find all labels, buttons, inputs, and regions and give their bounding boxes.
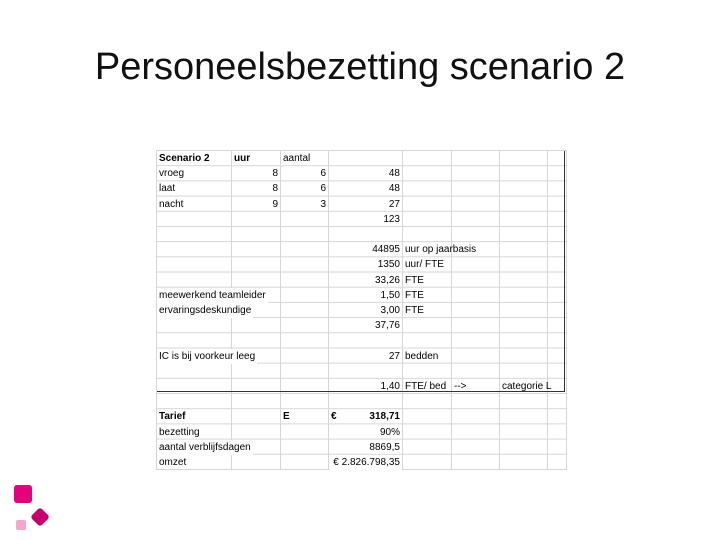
- table-row: [157, 166, 566, 181]
- ic-value: 27: [388, 350, 400, 362]
- table-row: [157, 257, 566, 272]
- fte-calc-unit: FTE: [405, 274, 424, 286]
- shift-uur: 8: [272, 168, 278, 180]
- scenario-label: Scenario 2: [159, 153, 210, 164]
- aantal-header: aantal: [283, 153, 311, 164]
- ratio-category: categorie L: [502, 381, 552, 392]
- omzet-label: omzet: [159, 457, 187, 468]
- table-row: [157, 273, 566, 288]
- ic-label: IC is bij voorkeur leeg: [159, 350, 256, 362]
- table-row: [157, 409, 566, 424]
- uur-header: uur: [234, 153, 251, 164]
- hours-year-unit: uur op jaarbasis: [405, 244, 477, 256]
- logo-square-small: [16, 520, 26, 530]
- table-row: [157, 212, 566, 227]
- tarief-value: 318,71: [369, 411, 400, 423]
- pink-squares-logo: [10, 482, 54, 534]
- shift-aantal: 3: [320, 198, 326, 210]
- deskundige-unit: FTE: [405, 305, 424, 316]
- shift-name: vroeg: [159, 168, 185, 180]
- shift-aantal: 6: [320, 183, 326, 195]
- shift-total: 27: [388, 198, 400, 210]
- omzet-value: € 2.826.798,35: [329, 455, 402, 470]
- shift-uur: 9: [272, 198, 278, 210]
- tarief-code: E: [283, 411, 290, 423]
- fte-calc-value: 33,26: [374, 274, 400, 286]
- hours-fte-value: 1350: [377, 259, 400, 271]
- tarief-label: Tarief: [159, 411, 186, 423]
- table-row: [157, 242, 566, 257]
- table-row: [157, 455, 566, 470]
- ic-unit: bedden: [405, 350, 439, 362]
- logo-square-large: [14, 485, 32, 503]
- shift-name: laat: [159, 183, 176, 195]
- teamleider-label: meewerkend teamleider: [159, 289, 266, 301]
- tarief-currency: €: [331, 411, 337, 423]
- table-row: [157, 379, 566, 394]
- shift-sum: 123: [383, 213, 400, 225]
- shift-aantal: 6: [320, 168, 326, 180]
- shift-total: 48: [388, 168, 400, 180]
- table-row: [157, 181, 566, 196]
- table-row: [157, 197, 566, 212]
- shift-total: 48: [388, 183, 400, 195]
- verblijf-value: 8869,5: [369, 441, 400, 453]
- ratio-arrow: -->: [454, 381, 467, 392]
- ratio-value: 1,40: [380, 381, 400, 392]
- bezetting-label: bezetting: [159, 426, 200, 438]
- table-row: [157, 425, 566, 440]
- logo-square-tilted: [30, 507, 50, 527]
- verblijf-label: aantal verblijfsdagen: [159, 441, 251, 453]
- table-row: [157, 349, 566, 364]
- shift-name: nacht: [159, 198, 184, 210]
- fte-total: 37,76: [374, 320, 400, 332]
- teamleider-unit: FTE: [405, 289, 424, 301]
- shift-uur: 8: [272, 183, 278, 195]
- table-row: [157, 318, 566, 333]
- hours-fte-unit: uur/ FTE: [405, 259, 444, 271]
- table-row: [157, 288, 566, 303]
- table-row-header: [157, 151, 566, 166]
- bezetting-value: 90%: [379, 426, 400, 438]
- table-row: [157, 303, 566, 318]
- deskundige-label: ervaringsdeskundige: [159, 305, 252, 316]
- teamleider-value: 1,50: [380, 289, 400, 301]
- table-row: [157, 440, 566, 455]
- ratio-unit: FTE/ bed: [405, 381, 447, 392]
- spreadsheet-table: [156, 150, 567, 470]
- deskundige-value: 3,00: [380, 305, 400, 316]
- slide-title: Personeelsbezetting scenario 2: [94, 46, 626, 88]
- hours-year-value: 44895: [372, 244, 400, 256]
